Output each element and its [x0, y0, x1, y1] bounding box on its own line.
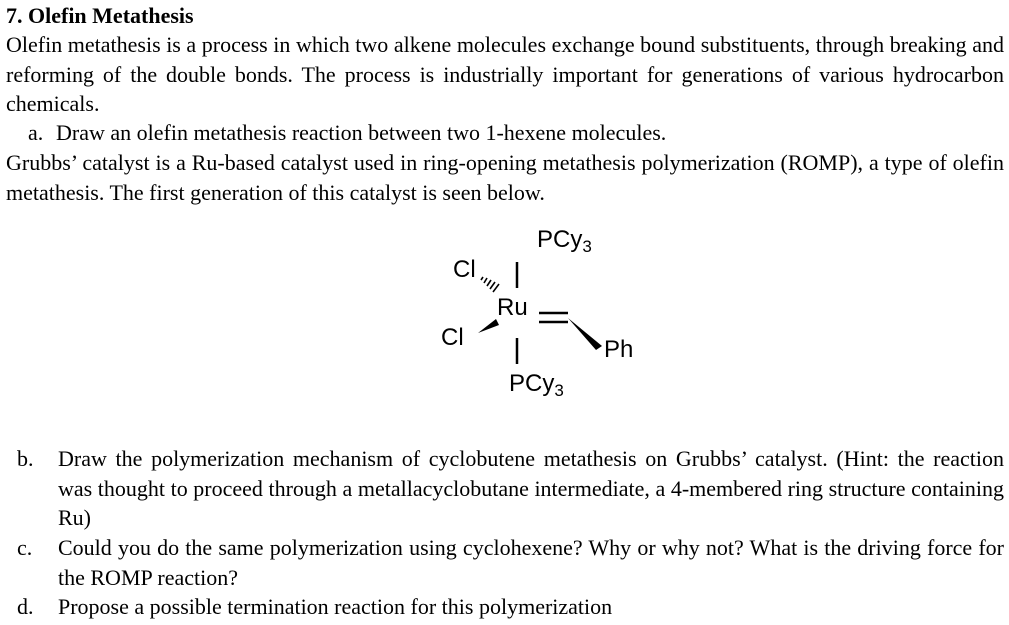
part-c-text: Could you do the same polymerization using cyclohexene? Why or why not? What is the driving force for the ROMP reaction? — [58, 535, 1004, 590]
part-a-marker: a. — [28, 120, 44, 145]
solid-wedge-c-ph — [568, 318, 602, 350]
part-a-text: Draw an olefin metathesis reaction between two 1-hexene molecules. — [56, 120, 667, 145]
part-d-text: Propose a possible termination reaction for this polymerization — [58, 594, 613, 619]
chloride-top-label: Cl — [453, 256, 476, 283]
bottom-pcy3-label: PCy$_3$ — [509, 370, 564, 400]
part-b-marker: b. — [17, 446, 34, 471]
hashed-wedge-cl-ru — [481, 277, 499, 292]
part-b-text: Draw the polymerization mechanism of cyclobutene metathesis on Grubbs’ catalyst. (Hint: the reaction was thought to proceed through a metallacyclobutane intermediate, a 4-membered ring structure containing Ru) — [58, 446, 1004, 530]
grubbs-catalyst-structure — [420, 222, 660, 412]
question-title: 7. Olefin Metathesis — [6, 3, 194, 28]
chloride-bottom-label: Cl — [441, 324, 464, 351]
top-pcy3-label: PCy$_3$ — [537, 226, 592, 256]
ruthenium-label: Ru — [497, 294, 528, 321]
part-d-marker: d. — [17, 594, 34, 619]
intro-paragraph: Olefin metathesis is a process in which two alkene molecules exchange bound substituents, through breaking and reforming of the double bonds. The process is industrially important for generations of various hydrocarbon chemicals. — [6, 32, 1004, 116]
solid-wedge-cl-ru — [478, 319, 499, 333]
phenyl-label: Ph — [604, 336, 634, 363]
grubbs-paragraph: Grubbs’ catalyst is a Ru-based catalyst used in ring-opening metathesis polymerization (ROMP), a type of olefin metathesis. The first generation of this catalyst is seen below. — [6, 150, 1004, 205]
part-c-marker: c. — [17, 535, 33, 560]
